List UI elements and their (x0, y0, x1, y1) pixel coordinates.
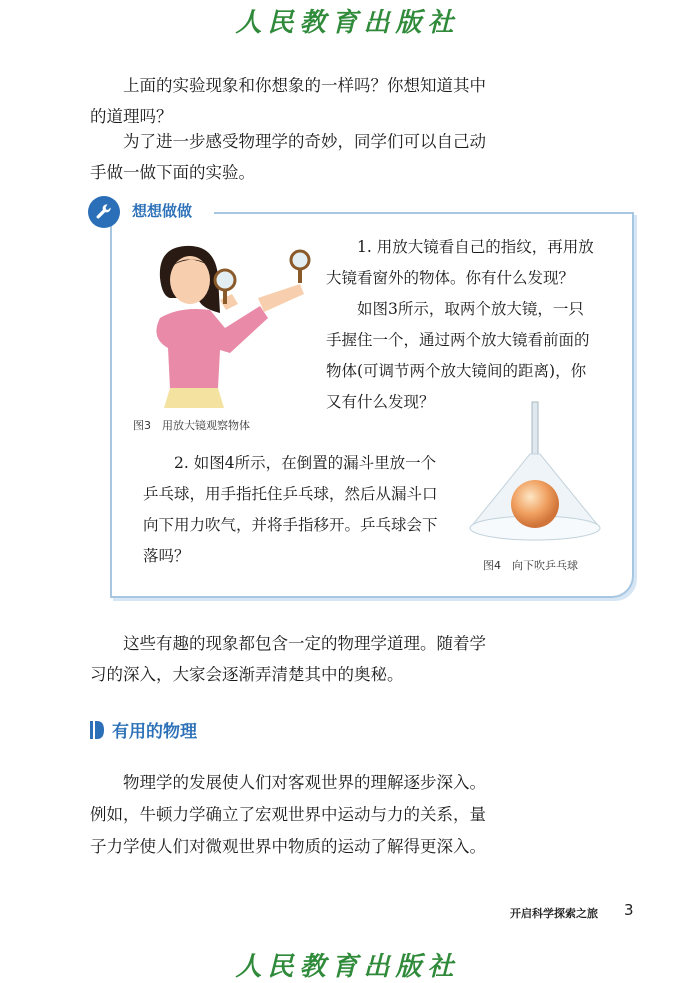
intro-paragraph-2: 为了进一步感受物理学的奇妙，同学们可以自己动手做一做下面的实验。 (90, 132, 486, 182)
figure-4-caption: 图4 向下吹乒乓球 (483, 559, 578, 572)
section-heading (90, 717, 197, 742)
section-title: 有用的物理 (112, 722, 197, 742)
figure-3-illustration (140, 238, 320, 408)
page-number: 3 (624, 901, 634, 919)
activity-step-1-continued: 如图3所示，取两个放大镜，一只手握住一个，通过两个放大镜看前面的物体(可调节两个放大镜间的距离)，你又有什么发现？ (326, 300, 590, 411)
activity-step-2: 2. 如图4所示，在倒置的漏斗里放一个乒乓球，用手指托住乒乓球，然后从漏斗口向下用力吹气，并将手指移开。乒乓球会下落吗？ (143, 454, 438, 565)
section-marker-icon (90, 720, 104, 740)
publisher-watermark-bottom: 人民教育出版社 (235, 952, 460, 982)
activity-step-1: 1. 用放大镜看自己的指纹，再用放大镜看窗外的物体。你有什么发现？ (326, 238, 594, 287)
activity-box-title: 想想做做 (132, 202, 193, 220)
publisher-watermark-top: 人民教育出版社 (235, 8, 460, 38)
wrench-icon (88, 196, 120, 228)
transition-paragraph: 这些有趣的现象都包含一定的物理学道理。随着学习的深入，大家会逐渐弄清楚其中的奥秘。 (90, 634, 486, 684)
activity-box-top-rule (214, 212, 634, 214)
body-paragraph: 物理学的发展使人们对客观世界的理解逐步深入。例如，牛顿力学确立了宏观世界中运动与力的关系，量子力学使人们对微观世界中物质的运动了解得更深入。 (90, 773, 486, 856)
figure-4-illustration (460, 400, 610, 550)
intro-paragraph-1: 上面的实验现象和你想象的一样吗？你想知道其中的道理吗？ (90, 76, 486, 126)
figure-3-caption: 图3 用放大镜观察物体 (133, 419, 250, 432)
running-footer-title: 开启科学探索之旅 (510, 907, 598, 920)
